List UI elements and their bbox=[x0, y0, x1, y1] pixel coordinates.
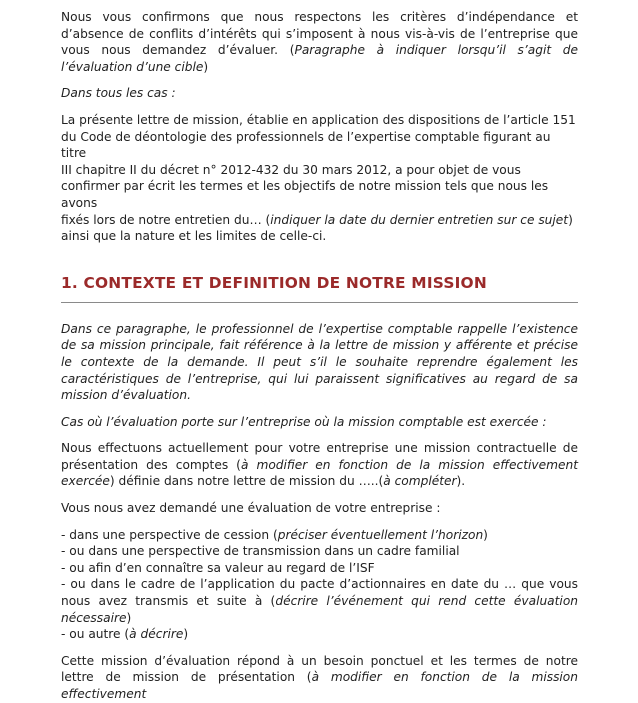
engagement-line: La présente lettre de mission, établie en application des dispositions de l’article 151 bbox=[61, 112, 576, 127]
company-case-label: Cas où l’évaluation porte sur l’entreprise où la mission comptable est exercée : bbox=[61, 414, 547, 429]
independence-note: Paragraphe à indiquer lorsqu’il s’agit de l’évaluation d’une cible bbox=[61, 43, 579, 74]
section-heading: 1. CONTEXTE ET DEFINITION DE NOTRE MISSION bbox=[61, 273, 578, 303]
current-mission-paragraph: Nous effectuons actuellement pour votre entreprise une mission contractuelle de présentation des comptes (à modifier en fonction de la mission effectivement exercée) définie dans notre lettre de mission du …..(à compléter). bbox=[61, 441, 579, 489]
engagement-line: confirmer par écrit les termes et les objectifs de notre mission tels que nous les avons bbox=[61, 179, 549, 210]
mission-type-note: à modifier en fonction de la mission effectivement exercée bbox=[61, 457, 579, 489]
request-paragraph: Vous nous avez demandé une évaluation de votre entreprise : bbox=[61, 501, 441, 516]
engagement-line: ainsi que la nature et les limites de celle-ci. bbox=[61, 229, 327, 244]
purpose-list bbox=[61, 527, 578, 643]
context-instruction-paragraph: Dans ce paragraphe, le professionnel de l’expertise comptable rappelle l’existence de sa mission principale, fait référence à la lettre de mission y afférente et précise le contexte de la demande. Il peut s’il le souhaite reprendre également les caractéristiques de l’entreprise, qui lui paraissent significatives au regard de sa mission d’évaluation. bbox=[61, 321, 578, 403]
list-item: - dans une perspective de cession (préciser éventuellement l’horizon) bbox=[61, 527, 488, 542]
list-item: - ou autre (à décrire) bbox=[61, 627, 189, 642]
independence-paragraph bbox=[61, 9, 578, 75]
interview-date-note: indiquer la date du dernier entretien sur ce sujet bbox=[270, 212, 569, 227]
independence-text: Nous vous confirmons que nous respectons les critères d’indépendance et d’absence de conflits d’intérêts qui s’imposent à nous vis-à-vis de l’entreprise que vous nous demandez d’évaluer. ( bbox=[61, 10, 578, 58]
list-item: - ou dans le cadre de l’application du pacte d’actionnaires en date du … que vous nous avez transmis et suite à (décrire l’événement qui rend cette évaluation nécessaire) bbox=[61, 577, 578, 625]
engagement-line: fixés lors de notre entretien du… (indiquer la date du dernier entretien sur ce sujet) bbox=[61, 212, 573, 227]
engagement-letter-paragraph bbox=[61, 112, 578, 245]
complete-note: à compléter bbox=[383, 474, 457, 489]
section-heading-block bbox=[61, 273, 578, 303]
mission-response-paragraph: Cette mission d’évaluation répond à un besoin ponctuel et les termes de notre lettre de mission de présentation (à modifier en fonction de la mission effectivement bbox=[61, 653, 578, 701]
engagement-line: du Code de déontologie des professionnels de l’expertise comptable figurant au titre bbox=[61, 129, 551, 161]
list-item: - ou dans une perspective de transmission dans un cadre familial bbox=[61, 544, 460, 559]
independence-close: ) bbox=[203, 59, 209, 74]
all-cases-label: Dans tous les cas : bbox=[61, 86, 176, 101]
list-item: - ou afin d’en connaître sa valeur au regard de l’ISF bbox=[61, 560, 375, 575]
engagement-line: III chapitre II du décret n° 2012-432 du 30 mars 2012, a pour objet de vous bbox=[61, 162, 521, 177]
